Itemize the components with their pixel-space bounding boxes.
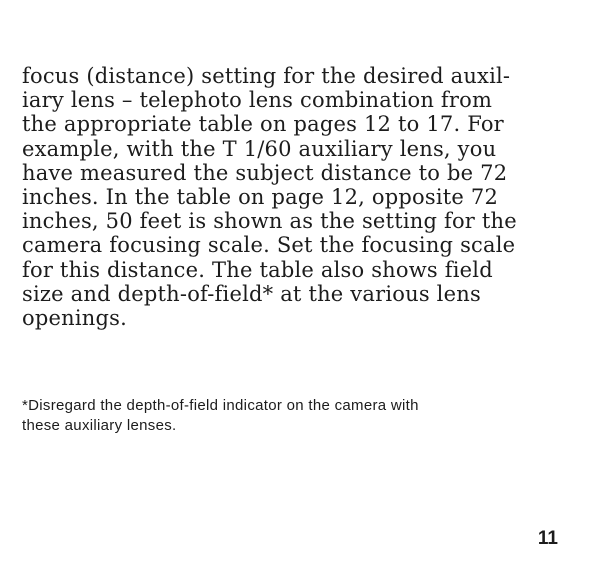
body-line: example, with the T 1/60 auxiliary lens, you [22,136,497,161]
body-paragraph [22,64,562,330]
body-line: camera focusing scale. Set the focusing scale [22,233,516,258]
page-number: 11 [537,528,558,549]
footnote-line: *Disregard the depth-of-field indicator on the camera with [22,397,419,414]
body-line: focus (distance) setting for the desired auxil- [22,64,511,88]
body-line: inches. In the table on page 12, opposite 72 [22,185,499,210]
footnote-line: these auxiliary lenses. [22,417,177,434]
body-line: iary lens – telephoto lens combination from [22,88,493,113]
body-line: openings. [22,306,127,331]
footnote [22,396,582,436]
body-line: the appropriate table on pages 12 to 17. For [22,112,504,137]
body-line: size and depth-of-field* at the various lens [22,281,481,306]
body-line: have measured the subject distance to be 72 [22,160,508,185]
body-line: inches, 50 feet is shown as the setting for the [22,209,517,234]
body-line: for this distance. The table also shows field [22,257,493,282]
